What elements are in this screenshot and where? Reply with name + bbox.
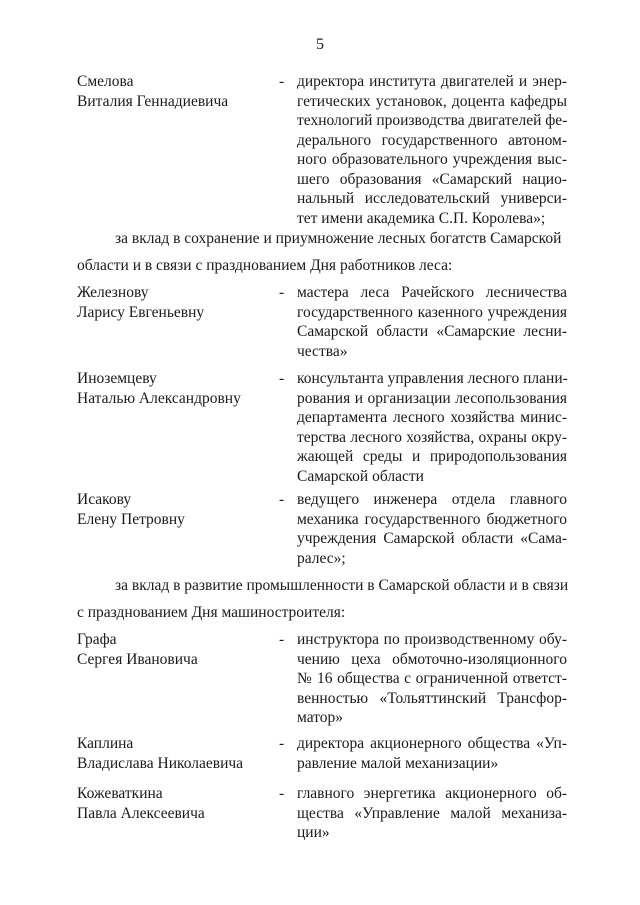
recipient-position	[297, 490, 567, 568]
recipient-position	[297, 734, 567, 773]
reason-line: с празднованием Дня машиностроителя:	[77, 604, 346, 621]
position-line: Самарской области «Самарские лесни-	[297, 323, 567, 340]
position-line: директора акционерного общества «Уп-	[297, 735, 567, 752]
position-line: департамента лесного хозяйства минис-	[297, 409, 567, 426]
reason-line: за вклад в сохранение и приумножение лесных богатств Самарской	[115, 230, 562, 247]
position-line: № 16 общества с ограниченной ответст-	[297, 670, 567, 687]
position-line: механика государственного бюджетного	[297, 510, 567, 528]
given-names: Сергея Ивановича	[77, 651, 198, 668]
position-line: щества «Управление малой механиза-	[297, 804, 567, 822]
position-line: Самарской области	[297, 467, 424, 485]
recipient-name	[77, 72, 277, 112]
position-line: терства лесного хозяйства, охраны окру-	[297, 428, 567, 446]
dash: -	[279, 284, 285, 301]
surname: Исакову	[77, 491, 132, 508]
surname: Иноземцеву	[77, 370, 157, 387]
position-line: жающей среды и природопользования	[297, 448, 567, 465]
position-line: ции»	[297, 824, 330, 841]
recipient-name	[77, 369, 277, 409]
position-line: государственного казенного учреждения	[297, 303, 567, 321]
given-names: Елену Петровну	[77, 511, 185, 528]
given-names: Ларису Евгеньевну	[77, 304, 205, 321]
dash: -	[279, 370, 285, 387]
position-line: матор»	[297, 709, 344, 726]
position-line: инструктора по производственному обу-	[297, 631, 567, 648]
recipient-position	[297, 283, 567, 361]
position-line: консультанта управления лесного плани-	[297, 370, 568, 387]
recipient-name	[77, 283, 277, 323]
position-line: ного образовательного учреждения выс-	[297, 151, 567, 168]
given-names: Владислава Николаевича	[77, 755, 244, 772]
recipient-position	[297, 72, 567, 228]
dash: -	[279, 785, 285, 802]
position-line: рования и организации лесопользования	[297, 389, 567, 407]
reason-line: за вклад в развитие промышленности в Самарской области и в связи	[115, 577, 569, 594]
position-line: главного энергетика акционерного об-	[297, 785, 567, 802]
position-line: ведущего инженера отдела главного	[297, 491, 567, 508]
position-line: тет имени академика С.П. Королева»;	[297, 209, 546, 227]
dash: -	[279, 631, 285, 648]
position-line: гетических установок, доцента кафедры	[297, 92, 567, 110]
position-line: чению цеха обмоточно-изоляционного	[297, 650, 567, 668]
surname: Каплина	[77, 735, 134, 752]
given-names: Наталью Александровну	[77, 390, 241, 407]
dash: -	[279, 73, 285, 90]
position-line: учреждения Самарской области «Сама-	[297, 530, 567, 547]
position-line: равление малой механизации»	[297, 754, 499, 772]
recipient-name	[77, 490, 277, 530]
position-line: венностью «Тольяттинский Трансфор-	[297, 689, 567, 707]
given-names: Виталия Геннадиевича	[77, 93, 229, 110]
position-line: ралес»;	[297, 549, 346, 567]
recipient-position	[297, 369, 567, 486]
page-number: 5	[316, 36, 324, 53]
recipient-name	[77, 630, 277, 670]
recipient-position	[297, 630, 567, 728]
position-line: директора института двигателей и энер-	[297, 73, 567, 90]
position-line: чества»	[297, 342, 348, 360]
position-line: шего образования «Самарский нацио-	[297, 170, 567, 188]
recipient-position	[297, 784, 567, 843]
surname: Смелова	[77, 73, 134, 90]
recipient-name	[77, 734, 277, 774]
position-line: нальный исследовательский универси-	[297, 190, 567, 207]
surname: Железнову	[77, 284, 149, 301]
dash: -	[279, 735, 285, 752]
recipient-name	[77, 784, 277, 824]
surname: Кожеваткина	[77, 785, 163, 802]
dash: -	[279, 491, 285, 508]
given-names: Павла Алексеевича	[77, 805, 205, 822]
position-line: дерального государственного автоном-	[297, 131, 567, 149]
position-line: технологий производства двигателей фе-	[297, 112, 568, 129]
position-line: мастера леса Рачейского лесничества	[297, 284, 567, 301]
reason-line: области и в связи с празднованием Дня работников леса:	[77, 257, 453, 274]
surname: Графа	[77, 631, 117, 648]
